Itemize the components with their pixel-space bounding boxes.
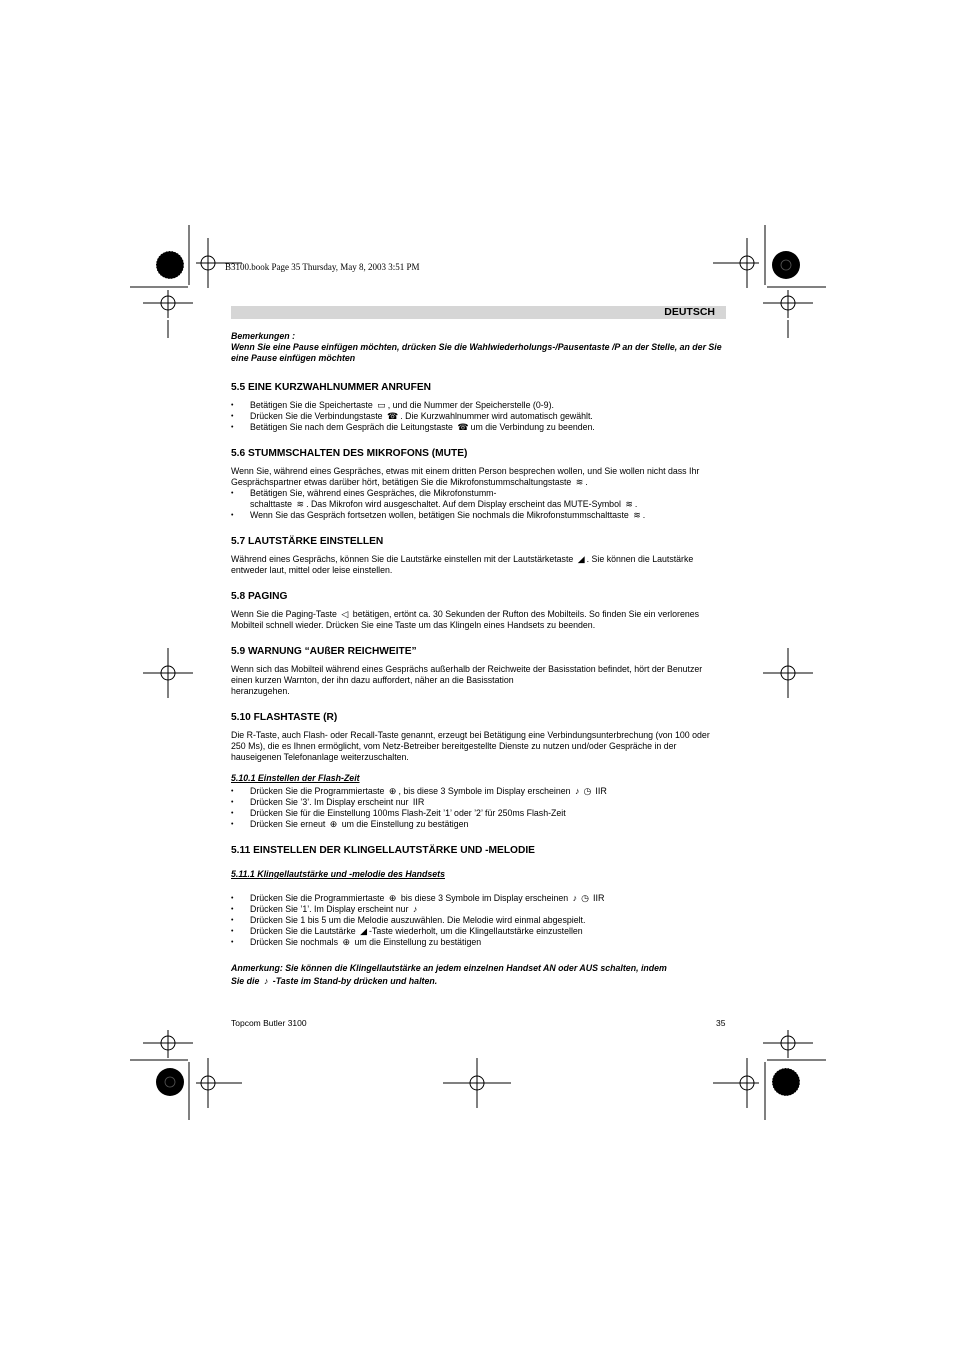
paragraph — [231, 664, 726, 697]
text: Drücken Sie die Programmiertaste — [250, 893, 385, 903]
list-item — [231, 786, 726, 797]
text: um die Einstellung zu bestätigen — [341, 819, 469, 829]
list-item — [231, 819, 726, 830]
remark — [231, 962, 726, 988]
list-item — [231, 400, 726, 411]
program-key-icon: ⊕ — [329, 819, 338, 829]
section-heading: 5.10 FLASHTASTE (R) — [231, 712, 338, 723]
recall-icon: IIR — [595, 786, 607, 796]
list-item — [231, 510, 726, 521]
recall-icon: IIR — [412, 797, 425, 807]
melody-icon: ♪ — [572, 893, 578, 903]
clock-icon: ◷ — [581, 893, 589, 903]
remarks-block — [231, 331, 726, 364]
text: Drücken Sie ’3’. Im Display erscheint nur — [250, 797, 409, 807]
section-heading: 5.5 EINE KURZWAHLNUMMER ANRUFEN — [231, 382, 431, 393]
text: . Die Kurzwahlnummer wird automatisch gewählt. — [400, 411, 593, 421]
section-heading: 5.7 LAUTSTÄRKE EINSTELLEN — [231, 536, 384, 547]
text: bis diese 3 Symbole im Display erscheinen — [400, 893, 569, 903]
text: Drücken Sie die Verbindungstaste — [250, 411, 383, 421]
volume-icon: ◢ — [360, 926, 367, 936]
language-label: DEUTSCH — [664, 306, 715, 318]
text: Drücken Sie erneut — [250, 819, 326, 829]
mute-icon: ≋ — [296, 499, 305, 509]
subsection-heading: 5.10.1 Einstellen der Flash-Zeit — [231, 773, 360, 783]
remarks-title: Bemerkungen : — [231, 331, 296, 341]
footer-product: Topcom Butler 3100 — [231, 1018, 307, 1028]
text: Anmerkung: Sie können die Klingellautstärke an jedem einzelnen Handset AN oder AUS schalten, indem — [231, 963, 667, 973]
clock-icon: ◷ — [583, 786, 592, 796]
text: Während eines Gesprächs, können Sie die Lautstärke einstellen mit der Lautstärketaste — [231, 554, 574, 564]
list-item — [231, 937, 726, 948]
section-heading: 5.9 WARNUNG “AUßER REICHWEITE” — [231, 646, 417, 657]
program-key-icon: ⊕ — [388, 786, 397, 796]
phone-icon: ☎ — [386, 411, 399, 421]
text: Betätigen Sie, während eines Gespräches, die Mikrofonstumm- — [250, 488, 497, 498]
page-content — [231, 331, 726, 988]
subsection-heading: 5.11.1 Klingellautstärke und -melodie des Handsets — [231, 869, 445, 879]
remarks-text: Wenn Sie eine Pause einfügen möchten, drücken Sie die Wahlwiederholungs-/Pausentaste /P an der Stelle, an der Sie eine Pause einfügen möchten — [231, 342, 722, 363]
text: Betätigen Sie die Speichertaste — [250, 400, 373, 410]
text: Sie die — [231, 976, 260, 986]
text: . — [634, 499, 638, 509]
text: betätigen, ertönt ca. 30 Sekunden der Rufton des Mobilteils. So finden Sie ein verlorenes Mobilteil schnell wieder. Drücken Sie eine Taste um das Klingeln eines Handsets zu beenden. — [231, 609, 700, 630]
text: . — [585, 477, 588, 487]
section-5-10 — [231, 712, 726, 830]
list-item — [231, 488, 726, 510]
section-5-7 — [231, 536, 726, 576]
program-key-icon: ⊕ — [388, 893, 397, 903]
list-item: • Drücken Sie für die Einstellung 100ms Flash-Zeit ’1’ oder ’2’ für 250ms Flash-Zeit — [231, 808, 726, 819]
section-5-6 — [231, 448, 726, 521]
program-key-icon: ⊕ — [342, 937, 351, 947]
text: Drücken Sie die Lautstärke — [250, 926, 356, 936]
file-header: B3100.book Page 35 Thursday, May 8, 2003 3:51 PM — [225, 262, 420, 272]
footer-page-number: 35 — [716, 1018, 726, 1028]
melody-icon: ♪ — [412, 904, 418, 914]
text: . — [642, 510, 646, 520]
mute-icon: ≋ — [625, 499, 633, 509]
list-item — [231, 926, 726, 937]
text: , bis diese 3 Symbole im Display erscheinen — [398, 786, 571, 796]
text: Wenn Sie das Gespräch fortsetzen wollen, betätigen Sie nochmals die Mikrofonstummschalttaste — [250, 510, 629, 520]
text: Drücken Sie nochmals — [250, 937, 339, 947]
melody-icon: ♪ — [263, 976, 269, 986]
section-heading: 5.6 STUMMSCHALTEN DES MIKROFONS (MUTE) — [231, 448, 468, 459]
mute-icon: ≋ — [633, 510, 641, 520]
paging-icon: ◁ — [341, 609, 349, 619]
phone-icon: ☎ — [457, 422, 469, 432]
text: Wenn sich das Mobilteil während eines Gesprächs außerhalb der Reichweite der Basisstation befindet, hört der Benutzer einen kurzen Warnton, der ihn dazu auffordert, näher an die Basisstation — [231, 664, 703, 685]
section-heading: 5.11 EINSTELLEN DER KLINGELLAUTSTÄRKE UND -MELODIE — [231, 845, 535, 856]
text: . Das Mikrofon wird ausgeschaltet. Auf dem Display erscheint das MUTE-Symbol — [306, 499, 621, 509]
recall-icon: IIR — [592, 893, 605, 903]
language-bar — [231, 306, 726, 319]
text: Drücken Sie ’1’. Im Display erscheint nur — [250, 904, 409, 914]
section-5-8 — [231, 591, 726, 631]
text: schalttaste — [250, 499, 293, 509]
volume-icon: ◢ — [577, 554, 585, 564]
paragraph — [231, 554, 726, 576]
list-item — [231, 893, 726, 904]
paragraph — [231, 466, 726, 488]
list-item — [231, 904, 726, 915]
paragraph: Die R-Taste, auch Flash- oder Recall-Taste genannt, erzeugt bei Betätigung eine Verbindungsunterbrechung (von 100 oder 250 Ms), die es Ihnen ermöglicht, vom Netz-Betreiber bereitgestellte Dienste zu nutzen und/oder Gespräche in der hauseigenen Telefonanlage weiterzuschalten. — [231, 730, 710, 762]
text: . Sie können die Lautstärke entweder laut, mittel oder leise einstellen. — [231, 554, 694, 575]
melody-icon: ♪ — [575, 786, 580, 796]
list-item: • Drücken Sie 1 bis 5 um die Melodie auszuwählen. Die Melodie wird einmal abgespielt. — [231, 915, 726, 926]
list-item — [231, 422, 726, 433]
text: , und die Nummer der Speicherstelle (0-9). — [387, 400, 554, 410]
paragraph — [231, 609, 726, 631]
text: Drücken Sie die Programmiertaste — [250, 786, 385, 796]
text: heranzugehen. — [231, 686, 290, 696]
section-5-9 — [231, 646, 726, 697]
text: Wenn Sie, während eines Gespräches, etwas mit einem dritten Person besprechen wollen, und Sie wollen nicht dass Ihr Gesprächspartner etwas darüber hört, betätigen Sie die Mikrofonstummschaltungstaste — [231, 466, 700, 487]
text: -Taste im Stand-by drücken und halten. — [272, 976, 438, 986]
section-5-5 — [231, 382, 726, 433]
list-item — [231, 797, 726, 808]
mute-icon: ≋ — [575, 477, 584, 487]
memory-key-icon: ▭ — [377, 400, 386, 410]
text: um die Einstellung zu bestätigen — [354, 937, 482, 947]
text: Wenn Sie die Paging-Taste — [231, 609, 337, 619]
text: -Taste wiederholt, um die Klingellautstärke einzustellen — [369, 926, 583, 936]
section-5-11 — [231, 845, 726, 988]
section-heading: 5.8 PAGING — [231, 591, 288, 602]
text: Betätigen Sie nach dem Gespräch die Leitungstaste — [250, 422, 453, 432]
text: um die Verbindung zu beenden. — [470, 422, 595, 432]
list-item — [231, 411, 726, 422]
